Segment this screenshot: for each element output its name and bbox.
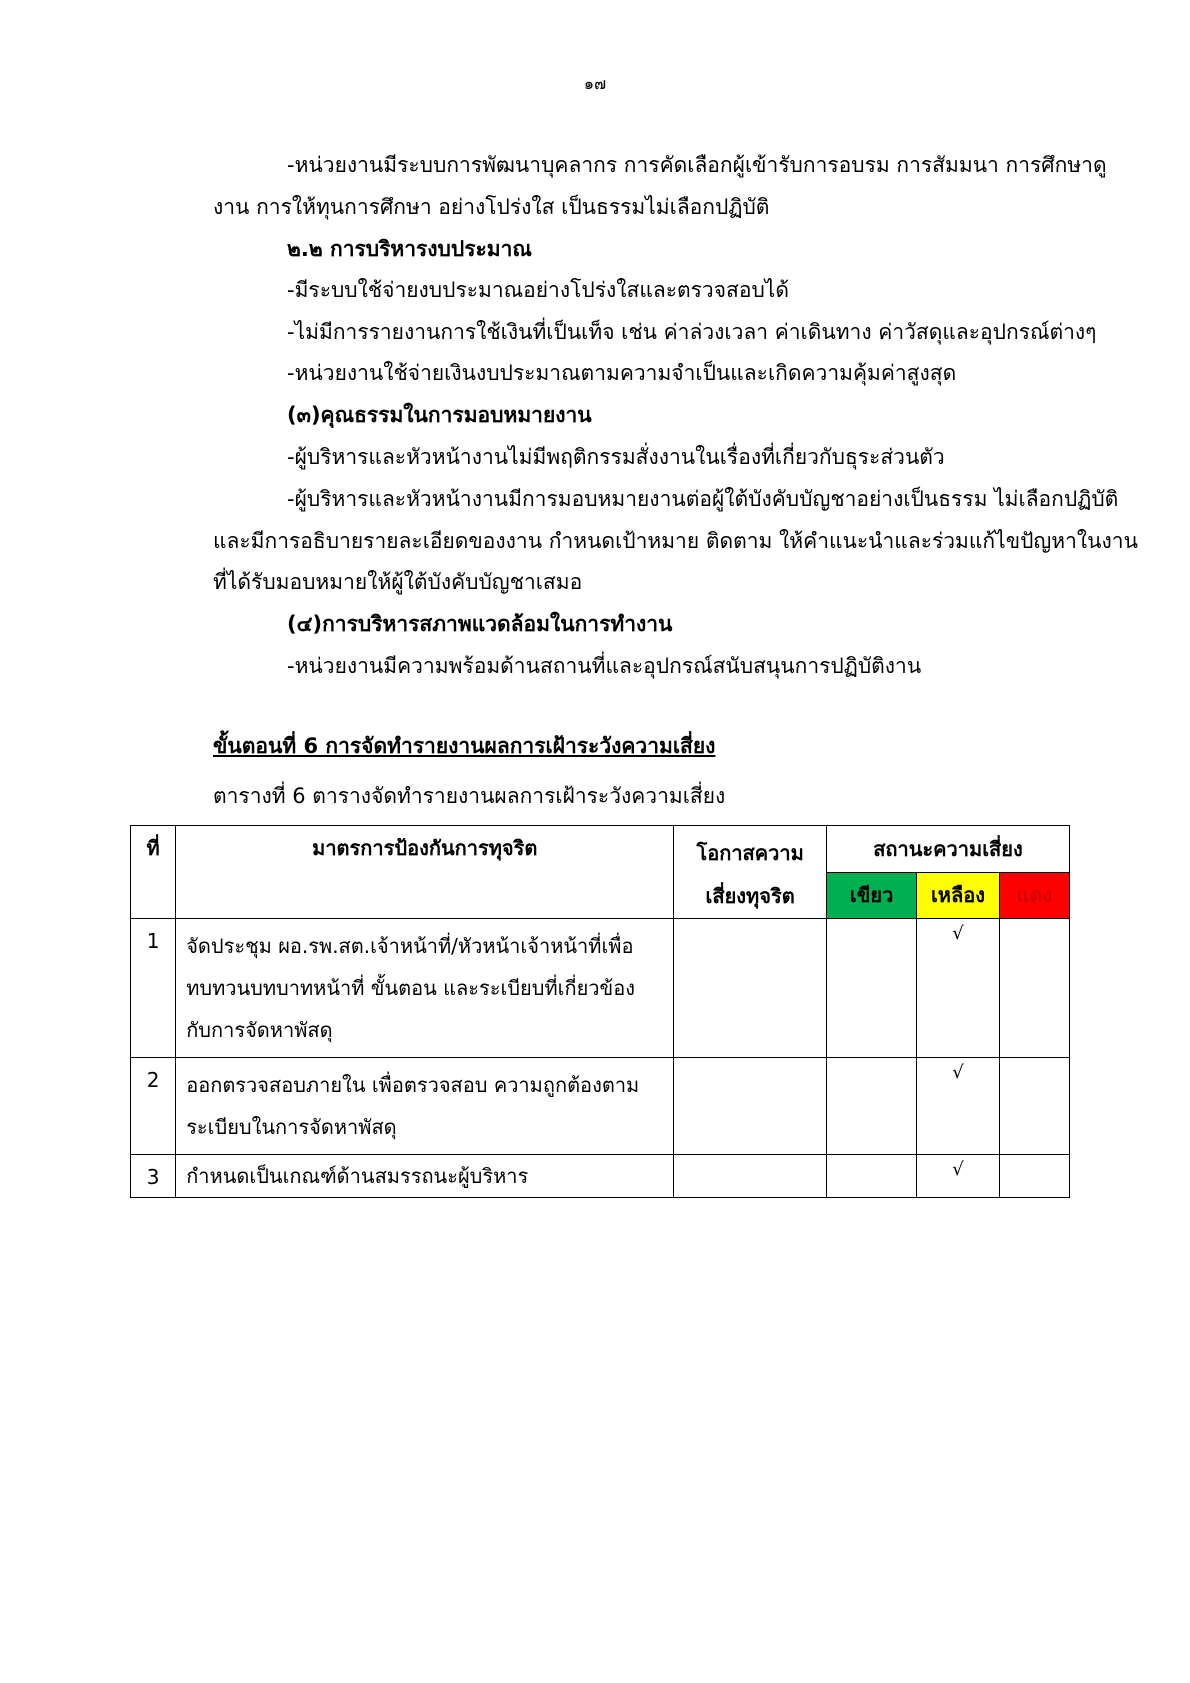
paragraph-line: งาน การให้ทุนการศึกษา อย่างโปร่งใส เป็นธรรมไม่เลือกปฏิบัติ xyxy=(213,195,770,219)
green-cell xyxy=(826,919,916,1058)
red-cell xyxy=(999,1155,1069,1198)
paragraph-line: ที่ได้รับมอบหมายให้ผู้ใต้บังคับบัญชาเสมอ xyxy=(213,570,583,594)
bullet-line: -มีระบบใช้จ่ายงบประมาณอย่างโปร่งใสและตรวจสอบได้ xyxy=(287,278,789,302)
bullet-line: -ไม่มีการรายงานการใช้เงินที่เป็นเท็จ เช่น ค่าล่วงเวลา ค่าเดินทาง ค่าวัสดุและอุปกรณ์ต่างๆ xyxy=(287,320,1097,344)
step-heading: ขั้นตอนที่ 6 การจัดทำรายงานผลการเฝ้าระวังความเสี่ยง xyxy=(213,734,716,758)
measure-line: กำหนดเป็นเกณฑ์ด้านสมรรถนะผู้บริหาร xyxy=(186,1164,529,1188)
opportunity-cell xyxy=(674,1155,827,1198)
measure-text xyxy=(176,1058,674,1155)
measure-text xyxy=(176,1155,674,1198)
yellow-check: √ xyxy=(917,1155,999,1198)
row-number: 1 xyxy=(131,919,176,1058)
yellow-check: √ xyxy=(917,1058,999,1155)
opportunity-cell xyxy=(674,1058,827,1155)
table-caption: ตารางที่ 6 ตารางจัดทำรายงานผลการเฝ้าระวังความเสี่ยง xyxy=(213,784,726,808)
green-cell xyxy=(826,1155,916,1198)
section-heading: (๔)การบริหารสภาพแวดล้อมในการทำงาน xyxy=(287,612,673,636)
table-row xyxy=(131,919,1070,1058)
status-yellow: เหลือง xyxy=(917,872,999,919)
paragraph-line: และมีการอธิบายรายละเอียดของงาน กำหนดเป้าหมาย ติดตาม ให้คำแนะนำและร่วมแก้ไขปัญหาในงาน xyxy=(213,529,1138,553)
status-green: เขียว xyxy=(826,872,916,919)
header-measure: มาตรการป้องกันการทุจริต xyxy=(176,826,674,919)
status-red: แดง xyxy=(999,872,1069,919)
measure-line: ออกตรวจสอบภายใน เพื่อตรวจสอบ ความถูกต้องตาม xyxy=(186,1073,640,1097)
measure-line: ทบทวนบทบาทหน้าที่ ขั้นตอน และระเบียบที่เกี่ยวข้อง xyxy=(186,976,635,1000)
paragraph-line: -ผู้บริหารและหัวหน้างานมีการมอบหมายงานต่อผู้ใต้บังคับบัญชาอย่างเป็นธรรม ไม่เลือกปฏิบัติ xyxy=(287,487,1119,511)
measure-line: ระเบียบในการจัดหาพัสดุ xyxy=(186,1115,397,1139)
bullet-line: -หน่วยงานมีความพร้อมด้านสถานที่และอุปกรณ์สนับสนุนการปฏิบัติงาน xyxy=(287,654,922,678)
row-number: 3 xyxy=(131,1155,176,1198)
header-opportunity-line2: เสี่ยงทุจริต xyxy=(705,884,795,908)
risk-monitoring-table xyxy=(130,825,1070,1198)
table-row xyxy=(131,1155,1070,1198)
green-cell xyxy=(826,1058,916,1155)
bullet-line: -ผู้บริหารและหัวหน้างานไม่มีพฤติกรรมสั่งงานในเรื่องที่เกี่ยวกับธุระส่วนตัว xyxy=(287,445,945,469)
yellow-check: √ xyxy=(917,919,999,1058)
section-heading: (๓)คุณธรรมในการมอบหมายงาน xyxy=(287,403,592,427)
opportunity-cell xyxy=(674,919,827,1058)
header-opportunity-line1: โอกาสความ xyxy=(696,841,804,865)
red-cell xyxy=(999,919,1069,1058)
row-number: 2 xyxy=(131,1058,176,1155)
measure-line: จัดประชุม ผอ.รพ.สต.เจ้าหน้าที่/หัวหน้าเจ้าหน้าที่เพื่อ xyxy=(186,934,634,958)
measure-line: กับการจัดหาพัสดุ xyxy=(186,1018,333,1042)
measure-text xyxy=(176,919,674,1058)
page-number: ๑๗ xyxy=(583,74,607,93)
section-heading: ๒.๒ การบริหารงบประมาณ xyxy=(287,237,532,261)
red-cell xyxy=(999,1058,1069,1155)
header-opportunity xyxy=(674,826,827,919)
bullet-line: -หน่วยงานใช้จ่ายเงินงบประมาณตามความจำเป็นและเกิดความคุ้มค่าสูงสุด xyxy=(287,361,957,385)
paragraph-line: -หน่วยงานมีระบบการพัฒนาบุคลากร การคัดเลือกผู้เข้ารับการอบรม การสัมมนา การศึกษาดู xyxy=(287,153,1107,177)
header-risk-status: สถานะความเสี่ยง xyxy=(826,826,1069,873)
table-row xyxy=(131,1058,1070,1155)
header-no: ที่ xyxy=(131,826,176,919)
